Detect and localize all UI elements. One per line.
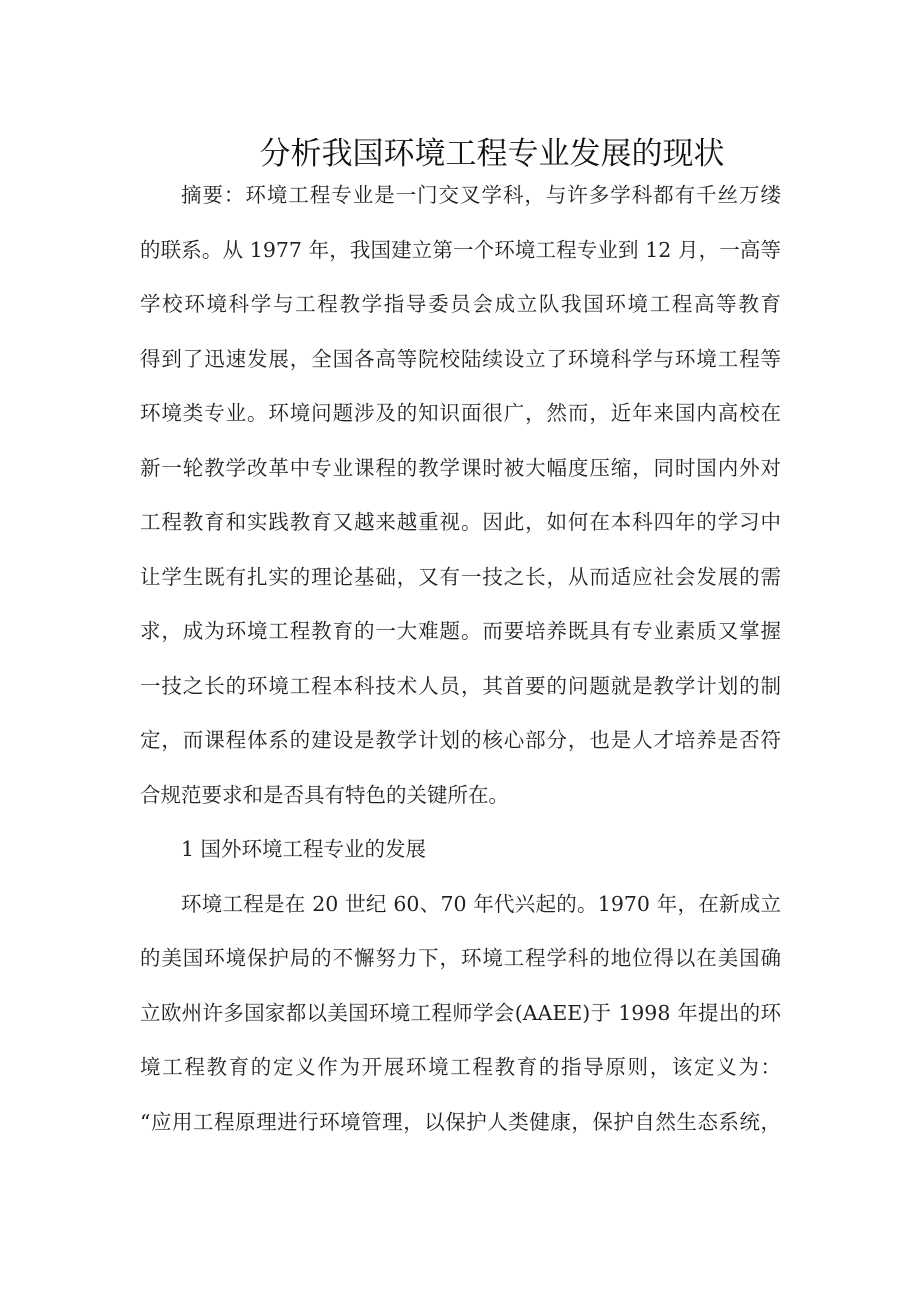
text-line: 的美国环境保护局的不懈努力下，环境工程学科的地位得以在美国确 [140,946,781,970]
text-line: 的联系。从 1977 年，我国建立第一个环境工程专业到 12 月，一高等 [140,237,781,262]
text-line: 一技之长的环境工程本科技术人员，其首要的问题就是教学计划的制 [140,673,781,698]
text-line: 摘要：环境工程专业是一门交叉学科，与许多学科都有千丝万缕 [181,183,781,207]
text-line: 学校环境科学与工程教学指导委员会成立队我国环境工程高等教育 [140,292,781,316]
text-line: 定，而课程体系的建设是教学计划的核心部分，也是人才培养是否符 [140,728,781,752]
text-line: 境工程教育的定义作为开展环境工程教育的指导原则，该定义为： [140,1055,781,1079]
text-line: 让学生既有扎实的理论基础，又有一技之长，从而适应社会发展的需 [140,564,781,589]
text-line: “应用工程原理进行环境管理，以保护人类健康，保护自然生态系统， [140,1109,781,1134]
section-heading: 1 国外环境工程专业的发展 [181,837,427,861]
text-line: 环境类专业。环境问题涉及的知识面很广，然而，近年来国内高校在 [140,401,781,425]
text-line: 环境工程是在 20 世纪 60、70 年代兴起的。1970 年，在新成立 [181,891,781,916]
section-1-paragraph [140,877,781,1150]
abstract-paragraph [140,168,781,822]
text-line: 立欧州许多国家都以美国环境工程师学会(AAEE)于 1998 年提出的环 [140,1000,781,1025]
text-line: 工程教育和实践教育又越来越重视。因此，如何在本科四年的学习中 [140,510,781,534]
text-line: 求，成为环境工程教育的一大难题。而要培养既具有专业素质又掌握 [140,619,781,643]
document-title: 分析我国环境工程专业发展的现状 [259,135,725,172]
text-line: 新一轮教学改革中专业课程的教学课时被大幅度压缩，同时国内外对 [140,455,781,480]
text-line: 得到了迅速发展，全国各高等院校陆续设立了环境科学与环境工程等 [140,346,781,371]
document-body [140,168,781,1149]
text-line: 合规范要求和是否具有特色的关键所在。 [140,782,509,807]
